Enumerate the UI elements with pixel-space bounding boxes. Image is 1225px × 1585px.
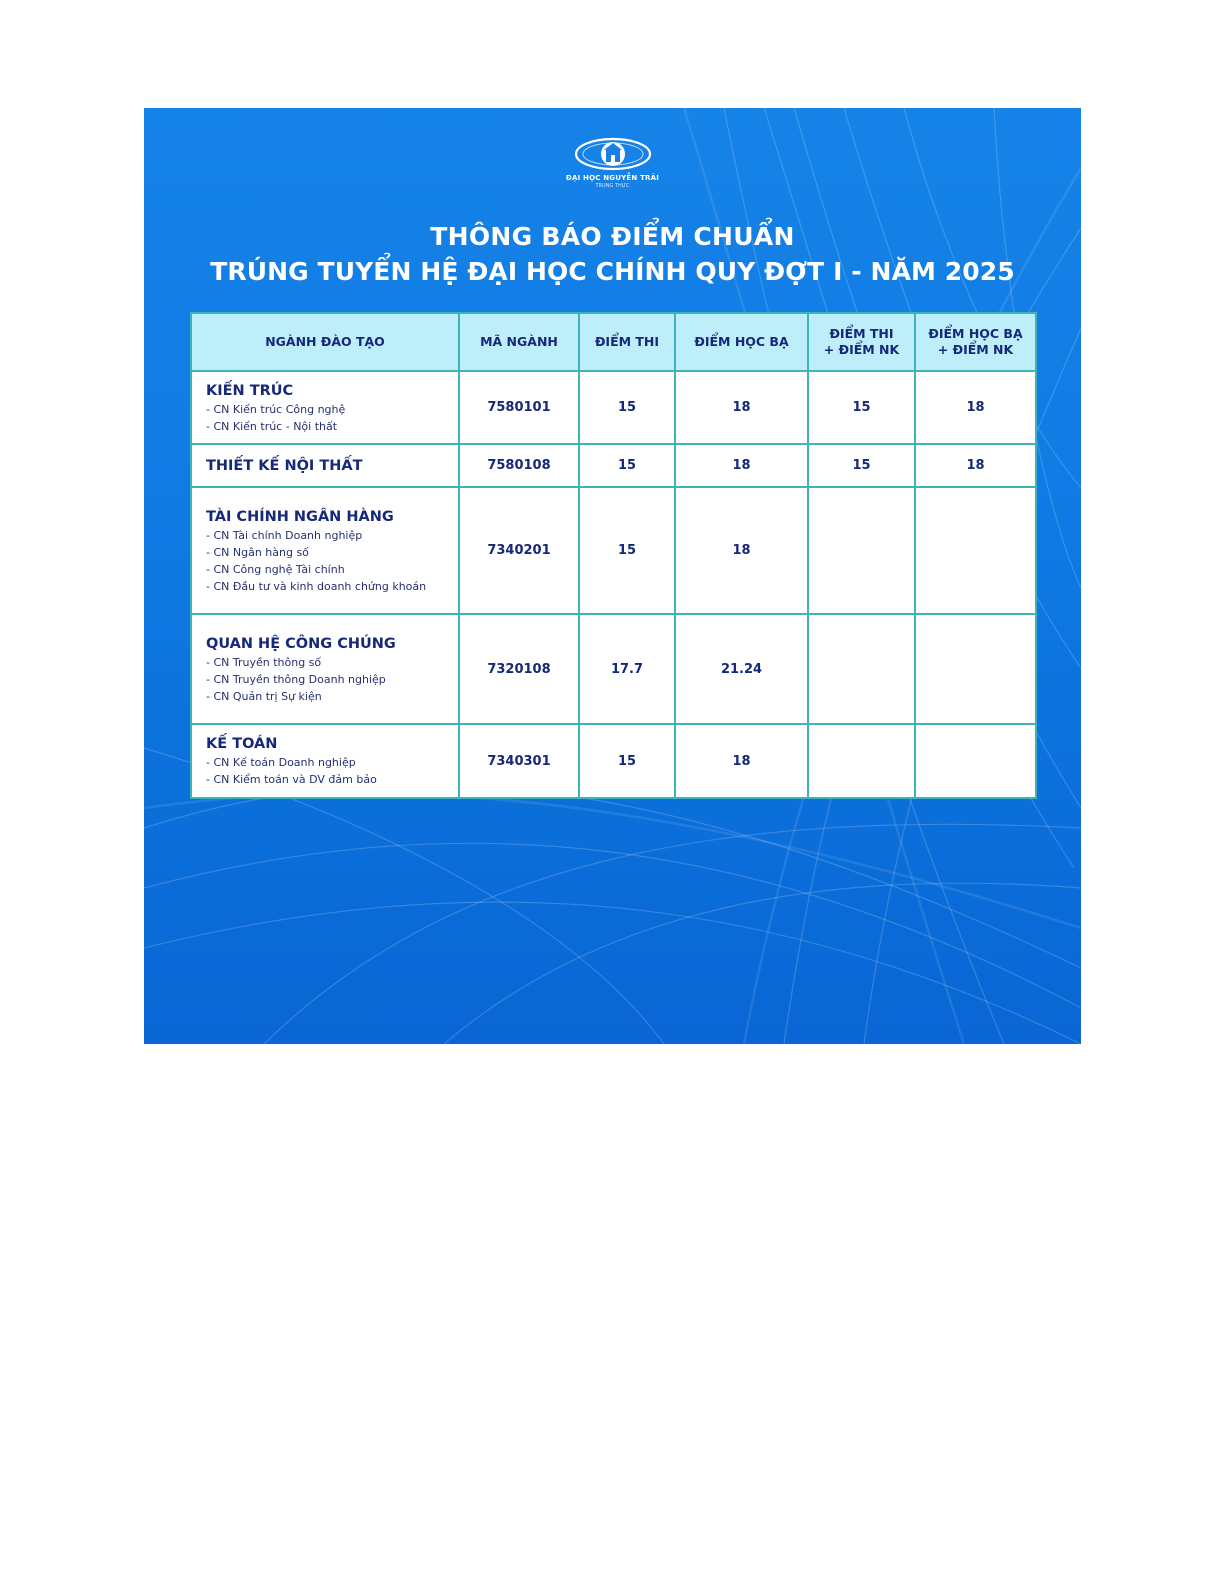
exam-score: 15: [579, 487, 675, 614]
major-cell: [191, 371, 459, 444]
benchmark-score-table: [190, 312, 1037, 799]
exam-plus-aptitude-score: [808, 724, 915, 798]
table-row: [191, 371, 1036, 444]
table-header-row: [191, 313, 1036, 371]
major-name: TÀI CHÍNH NGÂN HÀNG: [206, 508, 394, 525]
header-transcript-plus-aptitude-line2: + ĐIỂM NK: [937, 342, 1014, 357]
table-row: [191, 614, 1036, 724]
major-code: 7340301: [459, 724, 579, 798]
major-name: KẾ TOÁN: [206, 736, 278, 752]
table-row: [191, 444, 1036, 487]
header-exam-plus-aptitude-line1: ĐIỂM THI: [829, 326, 894, 341]
exam-plus-aptitude-score: 15: [808, 444, 915, 487]
specialization-item: - CN Đầu tư và kinh doanh chứng khoán: [206, 579, 427, 593]
major-name: QUAN HỆ CÔNG CHÚNG: [206, 635, 396, 652]
specialization-item: - CN Kiến trúc Công nghệ: [206, 402, 346, 416]
transcript-plus-aptitude-score: 18: [915, 371, 1036, 444]
exam-score: 15: [579, 724, 675, 798]
transcript-plus-aptitude-score: [915, 724, 1036, 798]
major-code: 7320108: [459, 614, 579, 724]
major-cell: [191, 487, 459, 614]
exam-score: 15: [579, 444, 675, 487]
header-major: NGÀNH ĐÀO TẠO: [191, 313, 459, 371]
major-name: KIẾN TRÚC: [206, 382, 294, 399]
major-code: 7340201: [459, 487, 579, 614]
major-cell: [191, 724, 459, 798]
major-name: THIẾT KẾ NỘI THẤT: [206, 457, 363, 474]
specialization-item: - CN Ngân hàng số: [206, 545, 309, 559]
table-row: [191, 487, 1036, 614]
major-cell: [191, 444, 459, 487]
exam-plus-aptitude-score: [808, 614, 915, 724]
header-exam-score: ĐIỂM THI: [579, 313, 675, 371]
major-cell: [191, 614, 459, 724]
university-emblem-icon: [573, 136, 653, 172]
admission-poster: [144, 108, 1081, 1044]
specialization-item: - CN Truyền thông số: [206, 655, 322, 669]
major-code: 7580108: [459, 444, 579, 487]
announcement-title: [144, 220, 1081, 290]
university-name: ĐẠI HỌC NGUYỄN TRÃI: [565, 174, 660, 182]
university-motto: TRUNG THỰC: [595, 183, 630, 189]
transcript-plus-aptitude-score: [915, 487, 1036, 614]
major-code: 7580101: [459, 371, 579, 444]
header-exam-plus-aptitude: [808, 313, 915, 371]
transcript-plus-aptitude-score: 18: [915, 444, 1036, 487]
transcript-score: 18: [675, 724, 808, 798]
specialization-item: - CN Kế toán Doanh nghiệp: [206, 756, 356, 769]
transcript-score: 18: [675, 444, 808, 487]
university-logo: [144, 136, 1081, 189]
header-transcript-plus-aptitude: [915, 313, 1036, 371]
transcript-plus-aptitude-score: [915, 614, 1036, 724]
header-transcript-plus-aptitude-line1: ĐIỂM HỌC BẠ: [928, 326, 1023, 341]
transcript-score: 21.24: [675, 614, 808, 724]
specialization-item: - CN Quản trị Sự kiện: [206, 689, 322, 703]
header-transcript-score: ĐIỂM HỌC BẠ: [675, 313, 808, 371]
exam-score: 15: [579, 371, 675, 444]
specialization-item: - CN Công nghệ Tài chính: [206, 562, 345, 576]
header-exam-plus-aptitude-line2: + ĐIỂM NK: [823, 342, 900, 357]
exam-plus-aptitude-score: 15: [808, 371, 915, 444]
specialization-item: - CN Kiểm toán và DV đảm bảo: [206, 773, 377, 786]
title-line-1: THÔNG BÁO ĐIỂM CHUẨN: [430, 222, 795, 251]
table-row: [191, 724, 1036, 798]
exam-plus-aptitude-score: [808, 487, 915, 614]
title-line-2: TRÚNG TUYỂN HỆ ĐẠI HỌC CHÍNH QUY ĐỢT I - NĂM 2025: [210, 257, 1015, 286]
transcript-score: 18: [675, 487, 808, 614]
transcript-score: 18: [675, 371, 808, 444]
specialization-item: - CN Tài chính Doanh nghiệp: [206, 528, 363, 542]
specialization-item: - CN Truyền thông Doanh nghiệp: [206, 672, 386, 686]
specialization-item: - CN Kiến trúc - Nội thất: [206, 419, 338, 433]
header-code: MÃ NGÀNH: [459, 313, 579, 371]
exam-score: 17.7: [579, 614, 675, 724]
